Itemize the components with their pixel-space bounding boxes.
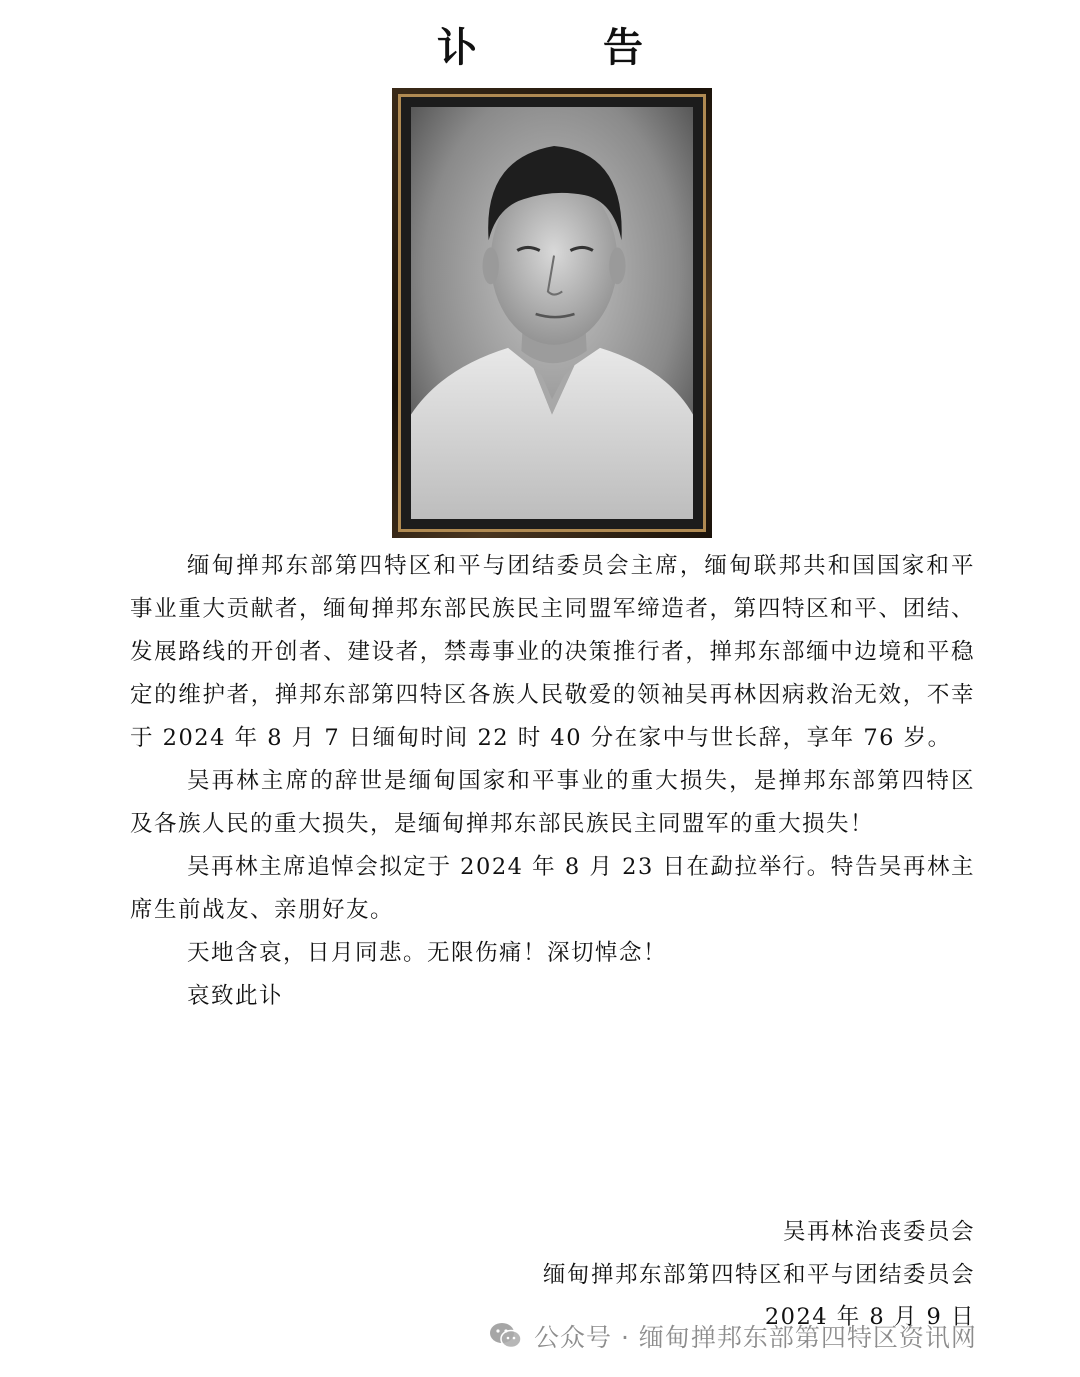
signature-committee: 吴再林治丧委员会 (782, 1219, 975, 1245)
watermark (488, 1318, 977, 1354)
portrait-photo (411, 107, 693, 519)
signature-organization: 缅甸掸邦东部第四特区和平与团结委员会 (542, 1262, 975, 1288)
watermark-text: 公众号 · 缅甸掸邦东部第四特区资讯网 (534, 1323, 977, 1352)
signature-date: 2024 年 8 月 9 日 (764, 1304, 975, 1330)
obituary-paragraph-closing: 哀致此讣 (187, 983, 284, 1009)
page-title: 讣 告 (437, 24, 699, 71)
obituary-paragraph-loss: 吴再林主席的辞世是缅甸国家和平事业的重大损失，是掸邦东部第四特区及各族人民的重大损失，是缅甸掸邦东部民族民主同盟军的重大损失！ (130, 768, 975, 837)
obituary-paragraph-memorial: 吴再林主席追悼会拟定于 2024 年 8 月 23 日在勐拉举行。特告吴再林主席生前战友、亲朋好友。 (130, 854, 975, 923)
portrait-frame-border (398, 94, 706, 532)
obituary-paragraph-intro: 缅甸掸邦东部第四特区和平与团结委员会主席，缅甸联邦共和国国家和平事业重大贡献者，缅甸掸邦东部民族民主同盟军缔造者，第四特区和平、团结、发展路线的开创者、建设者，禁毒事业的决策推行者，掸邦东部缅中边境和平稳定的维护者，掸邦东部第四特区各族人民敬爱的领袖吴再林因病救治无效，不幸于 2024 年 8 月 7 日缅甸时间 22 时 40 分在家中与世长辞，享年 76 岁。 (130, 553, 975, 751)
wechat-icon (488, 1321, 524, 1351)
obituary-body (130, 545, 975, 1018)
portrait-frame (392, 88, 712, 538)
obituary-paragraph-mourning: 天地含哀，日月同悲。无限伤痛！深切悼念！ (187, 940, 668, 966)
